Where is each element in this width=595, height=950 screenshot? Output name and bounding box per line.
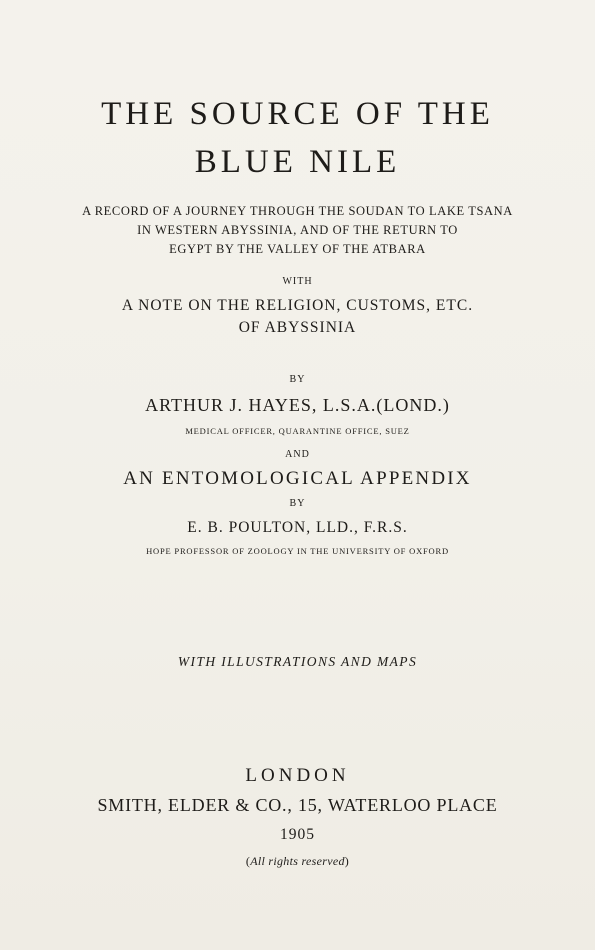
book-title-line-1: THE SOURCE OF THE [101, 96, 494, 132]
note-line-2: OF ABYSSINIA [238, 319, 357, 336]
by-label-contributor: BY [289, 498, 306, 509]
subtitle-line-1: A RECORD OF A JOURNEY THROUGH THE SOUDAN TO LAKE TSANA [82, 204, 513, 218]
contributor-name: E. B. POULTON, LLD., F.R.S. [187, 519, 408, 536]
subtitle-line-2: IN WESTERN ABYSSINIA, AND OF THE RETURN TO [137, 223, 458, 237]
and-label: AND [285, 449, 310, 460]
rights-close-paren: ) [344, 854, 350, 868]
appendix-title: AN ENTOMOLOGICAL APPENDIX [123, 468, 472, 489]
imprint-year: 1905 [280, 826, 315, 843]
rights-notice [0, 855, 595, 867]
contributor-role: HOPE PROFESSOR OF ZOOLOGY IN THE UNIVERSITY OF OXFORD [146, 546, 449, 556]
book-title-line-2: BLUE NILE [194, 144, 401, 180]
subtitle-line-3: EGYPT BY THE VALLEY OF THE ATBARA [169, 242, 426, 256]
with-label: WITH [282, 276, 313, 287]
author-name: ARTHUR J. HAYES, L.S.A.(LOND.) [145, 395, 450, 415]
rights-text: All rights reserved [250, 854, 345, 868]
note-line-1: A NOTE ON THE RELIGION, CUSTOMS, ETC. [121, 297, 474, 314]
imprint-publisher: SMITH, ELDER & CO., 15, WATERLOO PLACE [97, 795, 498, 815]
imprint-city: LONDON [245, 765, 350, 786]
author-role: MEDICAL OFFICER, QUARANTINE OFFICE, SUEZ [185, 426, 410, 436]
by-label-author: BY [289, 374, 306, 385]
illustrations-note: WITH ILLUSTRATIONS AND MAPS [177, 654, 418, 669]
rights-open-paren: ( [245, 854, 251, 868]
